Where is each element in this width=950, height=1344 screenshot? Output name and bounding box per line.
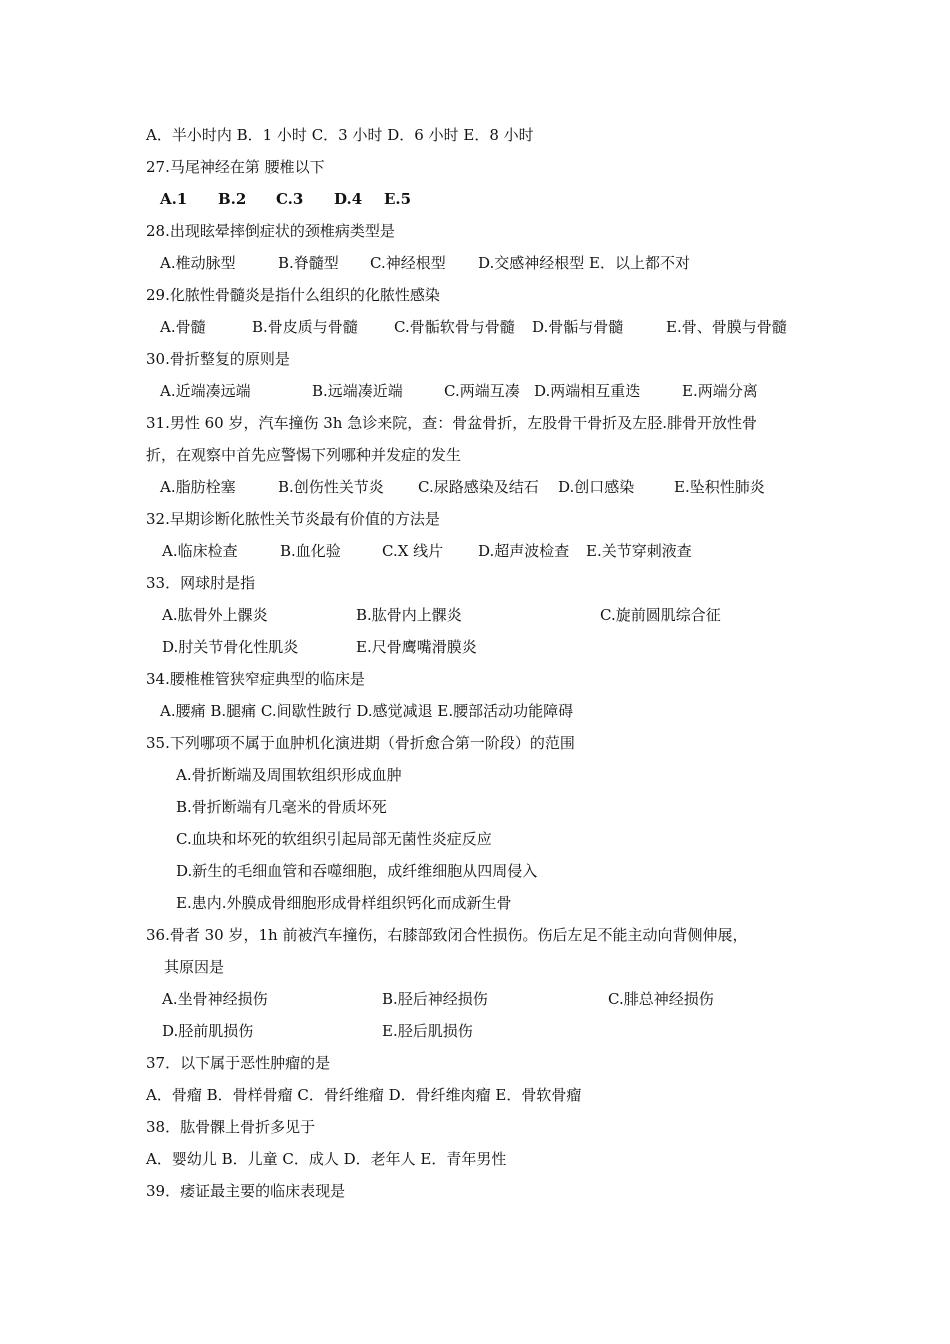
- option-d: D.4: [334, 190, 363, 208]
- question-28: 28.出现眩晕摔倒症状的颈椎病类型是: [146, 222, 395, 240]
- answer-options-28: [160, 253, 780, 273]
- option-35-b: B.骨折断端有几毫米的骨质坏死: [176, 798, 387, 816]
- option-b: B.脊髓型: [278, 254, 339, 272]
- answer-options-26: A．半小时内 B．1 小时 C．3 小时 D．6 小时 E．8 小时: [146, 126, 534, 144]
- option-a: A.骨髓: [160, 318, 206, 336]
- option-a: A.近端凑远端: [160, 382, 251, 400]
- option-35-c: C.血块和坏死的软组织引起局部无菌性炎症反应: [176, 830, 492, 848]
- question-33: 33．网球肘是指: [146, 574, 256, 592]
- answer-options-37: A．骨瘤 B．骨样骨瘤 C．骨纤维瘤 D．骨纤维肉瘤 E．骨软骨瘤: [146, 1086, 582, 1104]
- option-c: C.神经根型: [370, 254, 446, 272]
- question-36: 36.骨者 30 岁，1h 前被汽车撞伤，右膝部致闭合性损伤。伤后左足不能主动向背侧伸展，: [146, 926, 748, 944]
- option-c: C.X 线片: [382, 542, 444, 560]
- option-e: E.两端分离: [682, 382, 758, 400]
- answer-options-31: [160, 477, 800, 497]
- option-c: C.腓总神经损伤: [608, 990, 714, 1008]
- option-d: D.肘关节骨化性肌炎: [162, 638, 299, 656]
- question-39: 39．痿证最主要的临床表现是: [146, 1182, 346, 1200]
- option-c: C.尿路感染及结石: [418, 478, 539, 496]
- option-a: A.脂肪栓塞: [160, 478, 236, 496]
- option-e: E.关节穿刺液查: [586, 542, 692, 560]
- answer-options-34: A.腰痛 B.腿痛 C.间歇性跛行 D.感觉减退 E.腰部活动功能障碍: [160, 702, 574, 720]
- question-31: 31.男性 60 岁，汽车撞伤 3h 急诊来院，查：骨盆骨折，左股骨干骨折及左胫.腓骨开放性骨: [146, 414, 757, 432]
- question-38: 38．肱骨髁上骨折多见于: [146, 1118, 316, 1136]
- question-36-continued: 其原因是: [164, 958, 225, 976]
- question-35: 35.下列哪项不属于血肿机化演进期（骨折愈合第一阶段）的范围: [146, 734, 575, 752]
- option-b: B.胫后神经损伤: [382, 990, 488, 1008]
- option-35-d: D.新生的毛细血管和吞噬细胞，成纤维细胞从四周侵入: [176, 862, 538, 880]
- option-b: B.远端凑近端: [312, 382, 403, 400]
- option-35-a: A.骨折断端及周围软组织形成血肿: [176, 766, 402, 784]
- question-30: 30.骨折整复的原则是: [146, 350, 290, 368]
- option-a: A.1: [160, 190, 188, 208]
- option-c: C.3: [276, 190, 304, 208]
- answer-options-33-row1: [162, 605, 802, 625]
- answer-options-30: [160, 381, 800, 401]
- question-32: 32.早期诊断化脓性关节炎最有价值的方法是: [146, 510, 440, 528]
- option-b: B.骨皮质与骨髓: [252, 318, 358, 336]
- option-a: A.椎动脉型: [160, 254, 236, 272]
- answer-options-33-row2: [162, 637, 802, 657]
- option-e: E.尺骨鹰嘴滑膜炎: [356, 638, 477, 656]
- answer-options-36-row1: [162, 989, 802, 1009]
- question-37: 37．以下属于恶性肿瘤的是: [146, 1054, 331, 1072]
- option-c: C.骨骺软骨与骨髓: [394, 318, 515, 336]
- option-d: D.骨骺与骨髓: [532, 318, 624, 336]
- option-b: B.肱骨内上髁炎: [356, 606, 462, 624]
- question-31-continued: 折，在观察中首先应警惕下列哪种并发症的发生: [146, 446, 462, 464]
- question-27: 27.马尾神经在第 腰椎以下: [146, 158, 325, 176]
- option-d: D.创口感染: [558, 478, 635, 496]
- option-d-e: D.交感神经根型 E．以上都不对: [478, 254, 690, 272]
- answer-options-29: [160, 317, 820, 337]
- answer-options-27: [160, 189, 460, 209]
- option-e: E.胫后肌损伤: [382, 1022, 473, 1040]
- option-e: E.坠积性肺炎: [674, 478, 765, 496]
- answer-options-32: [162, 541, 782, 561]
- option-e: E.5: [384, 190, 412, 208]
- option-a: A.临床检查: [162, 542, 238, 560]
- option-b: B.2: [218, 190, 247, 208]
- option-d: D.两端相互重迭: [534, 382, 641, 400]
- option-35-e: E.患内.外膜成骨细胞形成骨样组织钙化而成新生骨: [176, 894, 512, 912]
- answer-options-38: A．婴幼儿 B．儿童 C．成人 D．老年人 E．青年男性: [146, 1150, 507, 1168]
- question-34: 34.腰椎椎管狭窄症典型的临床是: [146, 670, 365, 688]
- option-e: E.骨、骨膜与骨髓: [666, 318, 787, 336]
- option-a: A.坐骨神经损伤: [162, 990, 268, 1008]
- option-d: D.胫前肌损伤: [162, 1022, 254, 1040]
- option-d: D.超声波检查: [478, 542, 570, 560]
- option-b: B.创伤性关节炎: [278, 478, 384, 496]
- option-b: B.血化验: [280, 542, 341, 560]
- option-c: C.两端互凑: [444, 382, 520, 400]
- answer-options-36-row2: [162, 1021, 802, 1041]
- question-29: 29.化脓性骨髓炎是指什么组织的化脓性感染: [146, 286, 440, 304]
- option-c: C.旋前圆肌综合征: [600, 606, 721, 624]
- option-a: A.肱骨外上髁炎: [162, 606, 268, 624]
